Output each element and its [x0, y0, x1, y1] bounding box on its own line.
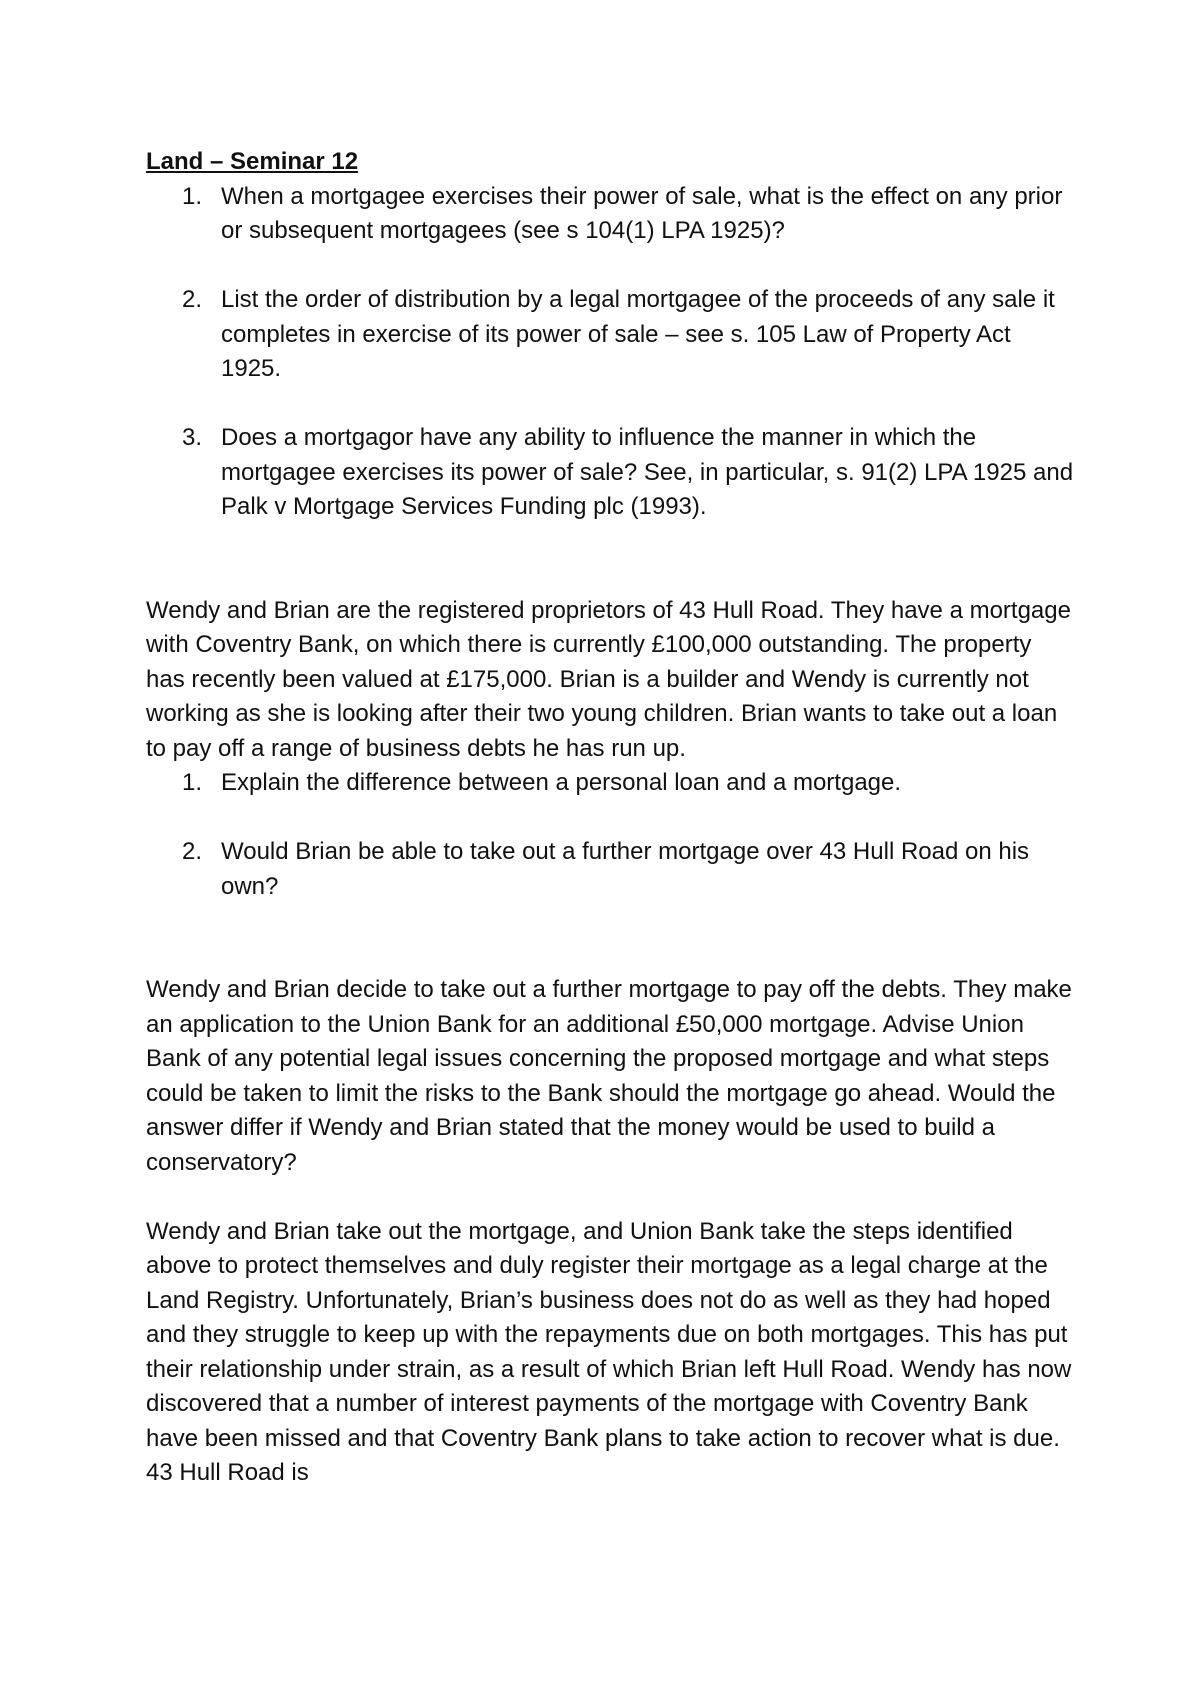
- question-item: [146, 180, 1076, 249]
- question-number: 1.: [182, 182, 203, 210]
- spacer: [146, 904, 1076, 973]
- question-text: When a mortgagee exercises their power of sale, what is the effect on any prior or subsequent mortgagees (see s 104(1) LPA 1925)?: [221, 182, 1063, 244]
- document-body: [146, 145, 1076, 1491]
- question-number: 2.: [182, 286, 203, 313]
- question-number: 2.: [182, 838, 203, 865]
- spacer: [146, 249, 1076, 284]
- question-item: [146, 835, 1076, 904]
- spacer: [146, 387, 1076, 422]
- spacer: [146, 801, 1076, 836]
- question-number: 3.: [182, 424, 203, 451]
- union-bank-paragraph: Wendy and Brian decide to take out a further mortgage to pay off the debts. They make an application to the Union Bank for an additional £50,000 mortgage. Advise Union Bank of any potential legal issues concerning the proposed mortgage and what steps could be taken to limit the risks to the Bank should the mortgage go ahead. Would the answer differ if Wendy and Brian stated that the money would be used to build a conservatory?: [146, 976, 1072, 1176]
- scenario-intro-paragraph: Wendy and Brian are the registered proprietors of 43 Hull Road. They have a mortgage with Coventry Bank, on which there is currently £100,000 outstanding. The property has recently been valued at £175,000. Brian is a builder and Wendy is currently not working as she is looking after their two young children. Brian wants to take out a loan to pay off a range of business debts he has run up.: [146, 596, 1071, 762]
- question-item: [146, 283, 1076, 387]
- document-title: Land – Seminar 12: [146, 148, 359, 175]
- spacer: [146, 525, 1076, 594]
- default-scenario-paragraph: Wendy and Brian take out the mortgage, and Union Bank take the steps identified above to protect themselves and duly register their mortgage as a legal charge at the Land Registry. Unfortunately, Brian’s business does not do as well as they had hoped and they struggle to keep up with the repayments due on both mortgages. This has put their relationship under strain, as a result of which Brian left Hull Road. Wendy has now discovered that a number of interest payments of the mortgage with Coventry Bank have been missed and that Coventry Bank plans to take action to recover what is due. 43 Hull Road is: [146, 1217, 1072, 1486]
- question-text: Does a mortgagor have any ability to influence the manner in which the mortgagee exercises its power of sale? See, in particular, s. 91(2) LPA 1925 and Palk v Mortgage Services Funding plc (1993).: [221, 424, 1074, 520]
- question-text: Would Brian be able to take out a further mortgage over 43 Hull Road on his own?: [221, 838, 1030, 900]
- question-text: List the order of distribution by a legal mortgagee of the proceeds of any sale it completes in exercise of its power of sale – see s. 105 Law of Property Act 1925.: [221, 286, 1055, 382]
- question-list-part1: [146, 180, 1076, 525]
- question-item: [146, 766, 1076, 801]
- question-list-part2: [146, 766, 1076, 904]
- question-number: 1.: [182, 769, 203, 796]
- spacer: [146, 1180, 1076, 1215]
- question-item: [146, 421, 1076, 525]
- question-text: Explain the difference between a personal loan and a mortgage.: [221, 769, 902, 796]
